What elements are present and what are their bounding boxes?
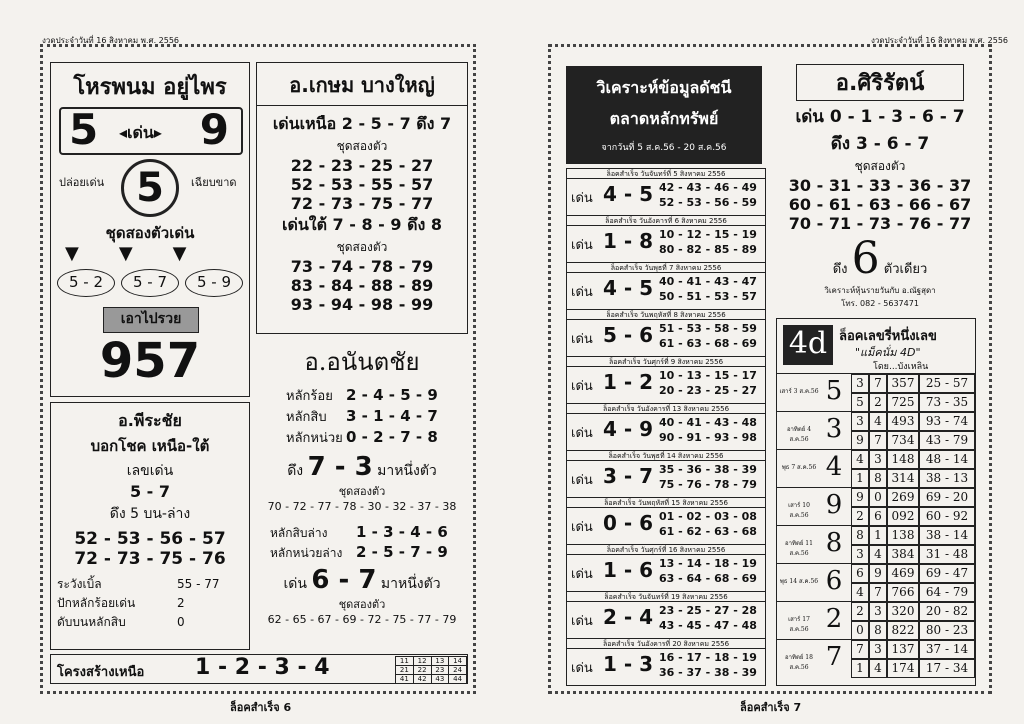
box-title: อ.ศิริรัตน์ xyxy=(796,64,964,101)
4d-logo: 4d xyxy=(783,325,833,365)
4d-cell: 137 xyxy=(887,640,919,659)
row: 72 - 73 - 75 - 77 xyxy=(290,194,434,213)
page-header-left: งวดประจำวันที่ 16 สิงหาคม พ.ศ. 2556 xyxy=(42,36,180,45)
4d-cell: 4 xyxy=(869,412,887,431)
4d-cell: 8 xyxy=(851,526,869,545)
set-a: 40 - 41 - 43 - 48 xyxy=(659,416,757,429)
index-analysis-banner xyxy=(566,66,762,164)
daily-row xyxy=(567,310,765,357)
4d-cell: 3 xyxy=(851,374,869,393)
daily-date: ล็อคสำเร็จ วันอังคารที่ 6 สิงหาคม 2556 xyxy=(567,216,765,226)
list-1: 70 - 72 - 77 - 78 - 30 - 32 - 37 - 38 xyxy=(267,500,457,513)
phone: โทร. 082 - 5637471 xyxy=(841,299,919,308)
grid-cell: 24 xyxy=(449,666,467,675)
daily-row xyxy=(567,169,765,216)
4d-cell: 3 xyxy=(851,545,869,564)
4d-row xyxy=(777,601,975,639)
pull-line: ดึง 5 บน-ล่าง xyxy=(109,506,191,522)
daily-date: ล็อคสำเร็จ วันศุกร์ที่ 16 สิงหาคม 2556 xyxy=(567,545,765,555)
pull-line: ดึง 3 - 6 - 7 xyxy=(830,134,930,154)
release-label: ปล่อยเด่น xyxy=(59,176,105,189)
4d-cell: 4 xyxy=(869,659,887,678)
4d-cell: 148 xyxy=(887,450,919,469)
set-a: 16 - 17 - 18 - 19 xyxy=(659,651,757,664)
grid-cell: 43 xyxy=(431,675,449,684)
key-digit: 5 xyxy=(825,376,843,406)
lead-label: เด่น xyxy=(571,238,593,253)
structure-box xyxy=(50,654,468,684)
4d-cell: 3 xyxy=(851,412,869,431)
daily-row xyxy=(567,357,765,404)
4d-title: ล็อคเลขรี่หนึ่งเลข xyxy=(839,329,937,344)
lead-label: เด่น xyxy=(571,520,593,535)
lead-digits: 4 - 5 xyxy=(603,276,654,300)
pair-2: 5 - 7 xyxy=(121,269,179,297)
4d-cell: 60 - 92 xyxy=(919,507,975,526)
row: 83 - 84 - 88 - 89 xyxy=(290,276,434,295)
key-digit: 6 xyxy=(825,566,843,596)
set-label: ชุดสองตัว xyxy=(336,240,388,254)
box-title: อ.เกษม บางใหญ่ xyxy=(257,69,467,106)
4d-cell: 9 xyxy=(851,488,869,507)
4d-cell: 3 xyxy=(869,640,887,659)
grid-cell: 41 xyxy=(396,675,414,684)
4d-cell: 38 - 13 xyxy=(919,469,975,488)
miss-label: เฉียบขาด xyxy=(191,176,237,189)
4d-cell: 3 xyxy=(869,450,887,469)
set-a: 23 - 25 - 27 - 28 xyxy=(659,604,757,617)
4d-cell: 20 - 82 xyxy=(919,602,975,621)
grid-cell: 13 xyxy=(431,657,449,666)
box-title: อ.พีระชัย xyxy=(118,411,182,430)
4d-cell: 174 xyxy=(887,659,919,678)
south-line: เด่นใต้ 7 - 8 - 9 ดึง 8 xyxy=(281,215,442,234)
lead-label: เด่น xyxy=(571,661,593,676)
get-rich-badge: เอาไปรวย xyxy=(103,307,199,333)
horoscope-box xyxy=(50,62,250,397)
4d-cell: 138 xyxy=(887,526,919,545)
lead-label: เด่น xyxy=(571,473,593,488)
arrows: ▼▼▼ xyxy=(65,243,227,264)
4d-cell: 092 xyxy=(887,507,919,526)
set-b: 36 - 37 - 38 - 39 xyxy=(659,666,757,679)
4d-cell: 69 - 47 xyxy=(919,564,975,583)
daily-row xyxy=(567,216,765,263)
date-label: เสาร์ 10 ส.ค.56 xyxy=(788,502,810,519)
lead-label: เด่น xyxy=(571,332,593,347)
4d-cell: 1 xyxy=(851,469,869,488)
lead-label: เลขเด่น xyxy=(126,463,174,479)
grid-cell: 12 xyxy=(413,657,431,666)
lead-digits: 1 - 2 xyxy=(603,370,654,394)
4d-byline: โดย...บังเหลิน xyxy=(873,362,929,372)
box-title: โหรพนม อยู่ไพร xyxy=(73,74,227,100)
4d-cell: 7 xyxy=(869,431,887,450)
4d-cell: 37 - 14 xyxy=(919,640,975,659)
daily-row xyxy=(567,592,765,639)
4d-cell: 64 - 79 xyxy=(919,583,975,602)
4d-table xyxy=(777,373,975,677)
key-digit: 2 xyxy=(825,604,843,634)
row: 22 - 23 - 25 - 27 xyxy=(290,156,434,175)
4d-cell: 766 xyxy=(887,583,919,602)
sirirat-box xyxy=(780,64,980,312)
grid-cell: 42 xyxy=(413,675,431,684)
lead-label: ◂เด่น▸ xyxy=(119,123,162,142)
structure-grid xyxy=(395,656,467,684)
4d-cell: 2 xyxy=(869,393,887,412)
4d-cell: 38 - 14 xyxy=(919,526,975,545)
page-header-right: งวดประจำวันที่ 16 สิงหาคม พ.ศ. 2556 xyxy=(870,36,1008,45)
4d-cell: 469 xyxy=(887,564,919,583)
4d-cell: 1 xyxy=(869,526,887,545)
key-digit: 9 xyxy=(825,490,843,520)
byline: วิเคราะห์หุ้นรายวันกับ อ.ณัฐสุดา xyxy=(824,286,936,295)
set-a: 13 - 14 - 18 - 19 xyxy=(659,557,757,570)
4d-cell: 48 - 14 xyxy=(919,450,975,469)
key-digit: 3 xyxy=(825,414,843,444)
kasem-box xyxy=(256,62,468,334)
4d-cell: 43 - 79 xyxy=(919,431,975,450)
date-label: อาทิตย์ 18 ส.ค.56 xyxy=(785,654,813,671)
row: 72 - 73 - 75 - 76 xyxy=(74,549,226,569)
pair-1: 5 - 2 xyxy=(57,269,115,297)
daily-row xyxy=(567,263,765,310)
4d-cell: 7 xyxy=(869,374,887,393)
lead-label: เด่น xyxy=(571,379,593,394)
row: 30 - 31 - 33 - 36 - 37 xyxy=(788,176,972,195)
4d-cell: 4 xyxy=(851,450,869,469)
4d-cell: 8 xyxy=(869,621,887,640)
page-footer-right: ล็อคสำเร็จ 7 xyxy=(740,701,802,714)
date-label: เสาร์ 3 ส.ค.56 xyxy=(779,388,819,395)
date-label: พุธ 14 ส.ค.56 xyxy=(779,578,819,585)
daily-row xyxy=(567,498,765,545)
daily-date: ล็อคสำเร็จ วันพฤหัสที่ 8 สิงหาคม 2556 xyxy=(567,310,765,320)
4d-cell: 93 - 74 xyxy=(919,412,975,431)
warn-1: ระวังเบิ้ล 55 - 77 xyxy=(57,577,220,591)
row-units: หลักหน่วย 0 - 2 - 7 - 8 xyxy=(286,428,438,446)
lead-digits: 4 - 9 xyxy=(603,417,654,441)
set-b: 90 - 91 - 93 - 98 xyxy=(659,431,757,444)
lead-label: เด่น xyxy=(571,567,593,582)
4d-row xyxy=(777,563,975,601)
daily-lock-list xyxy=(566,168,766,686)
structure-label: โครงสร้างเหนือ xyxy=(57,665,145,680)
warn-2: ปักหลักร้อยเด่น 2 xyxy=(57,596,185,610)
4d-cell: 80 - 23 xyxy=(919,621,975,640)
set-a: 51 - 53 - 58 - 59 xyxy=(659,322,757,335)
daily-row xyxy=(567,545,765,592)
lead-digits: 1 - 3 xyxy=(603,652,654,676)
daily-date: ล็อคสำเร็จ วันพุธที่ 7 สิงหาคม 2556 xyxy=(567,263,765,273)
peerachai-box xyxy=(50,402,250,650)
daily-date: ล็อคสำเร็จ วันจันทร์ที่ 5 สิงหาคม 2556 xyxy=(567,169,765,179)
lead-label: เด่น xyxy=(571,614,593,629)
structure-value: 1 - 2 - 3 - 4 xyxy=(195,655,330,680)
set-label: ชุดสองตัว xyxy=(338,485,386,498)
daily-date: ล็อคสำเร็จ วันอังคารที่ 20 สิงหาคม 2556 xyxy=(567,639,765,649)
4d-cell: 734 xyxy=(887,431,919,450)
4d-cell: 493 xyxy=(887,412,919,431)
daily-row xyxy=(567,451,765,498)
lead-label: เด่น xyxy=(571,285,593,300)
daily-row xyxy=(567,639,765,686)
4d-cell: 6 xyxy=(869,507,887,526)
set-a: 35 - 36 - 38 - 39 xyxy=(659,463,757,476)
4d-cell: 17 - 34 xyxy=(919,659,975,678)
4d-cell: 9 xyxy=(851,431,869,450)
list-2: 62 - 65 - 67 - 69 - 72 - 75 - 77 - 79 xyxy=(267,613,457,626)
4d-cell: 2 xyxy=(851,507,869,526)
daily-row xyxy=(567,404,765,451)
lead-value: 5 - 7 xyxy=(129,482,171,501)
low-tens: หลักสิบล่าง 1 - 3 - 4 - 6 xyxy=(270,523,448,541)
4d-cell: 320 xyxy=(887,602,919,621)
lead-number-a: 5 xyxy=(69,105,99,154)
set-a: 42 - 43 - 46 - 49 xyxy=(659,181,757,194)
single-line: ดึง 6 ตัวเดียว xyxy=(832,233,928,284)
4d-cell: 269 xyxy=(887,488,919,507)
row-tens: หลักสิบ 3 - 1 - 4 - 7 xyxy=(286,407,438,425)
set-b: 63 - 64 - 68 - 69 xyxy=(659,572,757,585)
4d-cell: 9 xyxy=(869,564,887,583)
daily-date: ล็อคสำเร็จ วันพฤหัสที่ 15 สิงหาคม 2556 xyxy=(567,498,765,508)
4d-cell: 4 xyxy=(851,583,869,602)
4d-cell: 69 - 20 xyxy=(919,488,975,507)
lead-digits: 2 - 4 xyxy=(603,605,654,629)
date-label: อาทิตย์ 11 ส.ค.56 xyxy=(785,540,813,557)
4d-row xyxy=(777,525,975,563)
banner-range: จากวันที่ 5 ส.ค.56 - 20 ส.ค.56 xyxy=(601,143,727,153)
set-label: ชุดสองตัว xyxy=(854,159,906,173)
lead-line: เด่น 0 - 1 - 3 - 6 - 7 xyxy=(795,107,965,127)
4d-cell: 7 xyxy=(851,640,869,659)
grid-cell: 14 xyxy=(449,657,467,666)
date-label: พุธ 7 ส.ค.56 xyxy=(781,464,817,471)
page-footer-left: ล็อคสำเร็จ 6 xyxy=(230,701,292,714)
4d-row xyxy=(777,373,975,411)
4d-subtitle: "แม็คนั่ม 4D" xyxy=(855,346,921,359)
4d-cell: 384 xyxy=(887,545,919,564)
center-number: 5 xyxy=(121,159,179,217)
lead-digits: 4 - 5 xyxy=(603,182,654,206)
4d-row xyxy=(777,487,975,525)
set-b: 52 - 53 - 56 - 59 xyxy=(659,196,757,209)
4d-cell: 0 xyxy=(851,621,869,640)
4d-cell: 25 - 57 xyxy=(919,374,975,393)
row: 52 - 53 - 55 - 57 xyxy=(290,175,434,194)
grid-cell: 22 xyxy=(413,666,431,675)
banner-title-1: วิเคราะห์ข้อมูลดัชนี xyxy=(596,78,732,97)
4d-cell: 8 xyxy=(869,469,887,488)
4d-cell: 73 - 35 xyxy=(919,393,975,412)
lead-panel xyxy=(59,107,243,155)
grid-row xyxy=(396,657,467,666)
4d-box xyxy=(776,318,976,686)
4d-row xyxy=(777,449,975,487)
4d-cell: 314 xyxy=(887,469,919,488)
row-hundreds: หลักร้อย 2 - 4 - 5 - 9 xyxy=(286,386,438,404)
lead-digits: 1 - 6 xyxy=(603,558,654,582)
set-label: ชุดสองตัว xyxy=(338,598,386,611)
pairs-title: ชุดสองตัวเด่น xyxy=(105,224,195,242)
4d-cell: 6 xyxy=(851,564,869,583)
key-digit: 8 xyxy=(825,528,843,558)
grid-cell: 23 xyxy=(431,666,449,675)
row: 70 - 71 - 73 - 76 - 77 xyxy=(788,214,972,233)
4d-cell: 3 xyxy=(869,602,887,621)
set-b: 50 - 51 - 53 - 57 xyxy=(659,290,757,303)
set-b: 75 - 76 - 78 - 79 xyxy=(659,478,757,491)
4d-row xyxy=(777,411,975,449)
box-title: อ.อนันตชัย xyxy=(304,348,420,376)
key-digit: 4 xyxy=(825,452,843,482)
set-b: 61 - 62 - 63 - 68 xyxy=(659,525,757,538)
lead-label: เด่น xyxy=(571,426,593,441)
daily-date: ล็อคสำเร็จ วันจันทร์ที่ 19 สิงหาคม 2556 xyxy=(567,592,765,602)
4d-cell: 2 xyxy=(851,602,869,621)
set-b: 20 - 23 - 25 - 27 xyxy=(659,384,757,397)
key-digit: 7 xyxy=(825,642,843,672)
4d-row xyxy=(777,639,975,677)
row: 60 - 61 - 63 - 66 - 67 xyxy=(788,195,972,214)
lead-number-b: 9 xyxy=(199,105,229,154)
pair-3: 5 - 9 xyxy=(185,269,243,297)
grid-cell: 21 xyxy=(396,666,414,675)
banner-title-2: ตลาดหลักทรัพย์ xyxy=(609,109,719,128)
grid-cell: 44 xyxy=(449,675,467,684)
row: 93 - 94 - 98 - 99 xyxy=(290,295,434,314)
grid-row xyxy=(396,675,467,684)
4d-cell: 7 xyxy=(869,583,887,602)
4d-cell: 5 xyxy=(851,393,869,412)
result-number: 957 xyxy=(99,333,201,389)
lead-digits: 5 - 6 xyxy=(603,323,654,347)
ananchai-box xyxy=(256,342,468,650)
grid-row xyxy=(396,666,467,675)
north-line: เด่นเหนือ 2 - 5 - 7 ดึง 7 xyxy=(272,114,452,133)
4d-cell: 1 xyxy=(851,659,869,678)
daily-date: ล็อคสำเร็จ วันอังคารที่ 13 สิงหาคม 2556 xyxy=(567,404,765,414)
lead-digits: 1 - 8 xyxy=(603,229,654,253)
daily-date: ล็อคสำเร็จ วันศุกร์ที่ 9 สิงหาคม 2556 xyxy=(567,357,765,367)
date-label: อาทิตย์ 4 ส.ค.56 xyxy=(786,426,812,443)
set-label: ชุดสองตัว xyxy=(336,139,388,153)
set-b: 43 - 45 - 47 - 48 xyxy=(659,619,757,632)
4d-cell: 4 xyxy=(869,545,887,564)
box-subtitle: บอกโชค เหนือ-ใต้ xyxy=(90,437,210,455)
lead-label: เด่น xyxy=(571,191,593,206)
4d-cell: 822 xyxy=(887,621,919,640)
warn-3: ดับบนหลักสิบ 0 xyxy=(57,615,185,629)
lead-digits: 0 - 6 xyxy=(603,511,654,535)
date-label: เสาร์ 17 ส.ค.56 xyxy=(788,616,810,633)
set-a: 01 - 02 - 03 - 08 xyxy=(659,510,757,523)
grid-cell: 11 xyxy=(396,657,414,666)
set-a: 10 - 12 - 15 - 19 xyxy=(659,228,757,241)
set-a: 10 - 13 - 15 - 17 xyxy=(659,369,757,382)
set-b: 61 - 63 - 68 - 69 xyxy=(659,337,757,350)
4d-cell: 725 xyxy=(887,393,919,412)
lead-digits: 3 - 7 xyxy=(603,464,654,488)
4d-cell: 357 xyxy=(887,374,919,393)
pull-line-1: ดึง 7 - 3 มาหนึ่งตัว xyxy=(287,452,437,482)
low-units: หลักหน่วยล่าง 2 - 5 - 7 - 9 xyxy=(270,543,448,561)
4d-cell: 31 - 48 xyxy=(919,545,975,564)
set-b: 80 - 82 - 85 - 89 xyxy=(659,243,757,256)
pull-line-2: เด่น 6 - 7 มาหนึ่งตัว xyxy=(283,565,441,595)
row: 73 - 74 - 78 - 79 xyxy=(290,257,434,276)
row: 52 - 53 - 56 - 57 xyxy=(74,529,226,549)
set-a: 40 - 41 - 43 - 47 xyxy=(659,275,757,288)
daily-date: ล็อคสำเร็จ วันพุธที่ 14 สิงหาคม 2556 xyxy=(567,451,765,461)
4d-cell: 0 xyxy=(869,488,887,507)
